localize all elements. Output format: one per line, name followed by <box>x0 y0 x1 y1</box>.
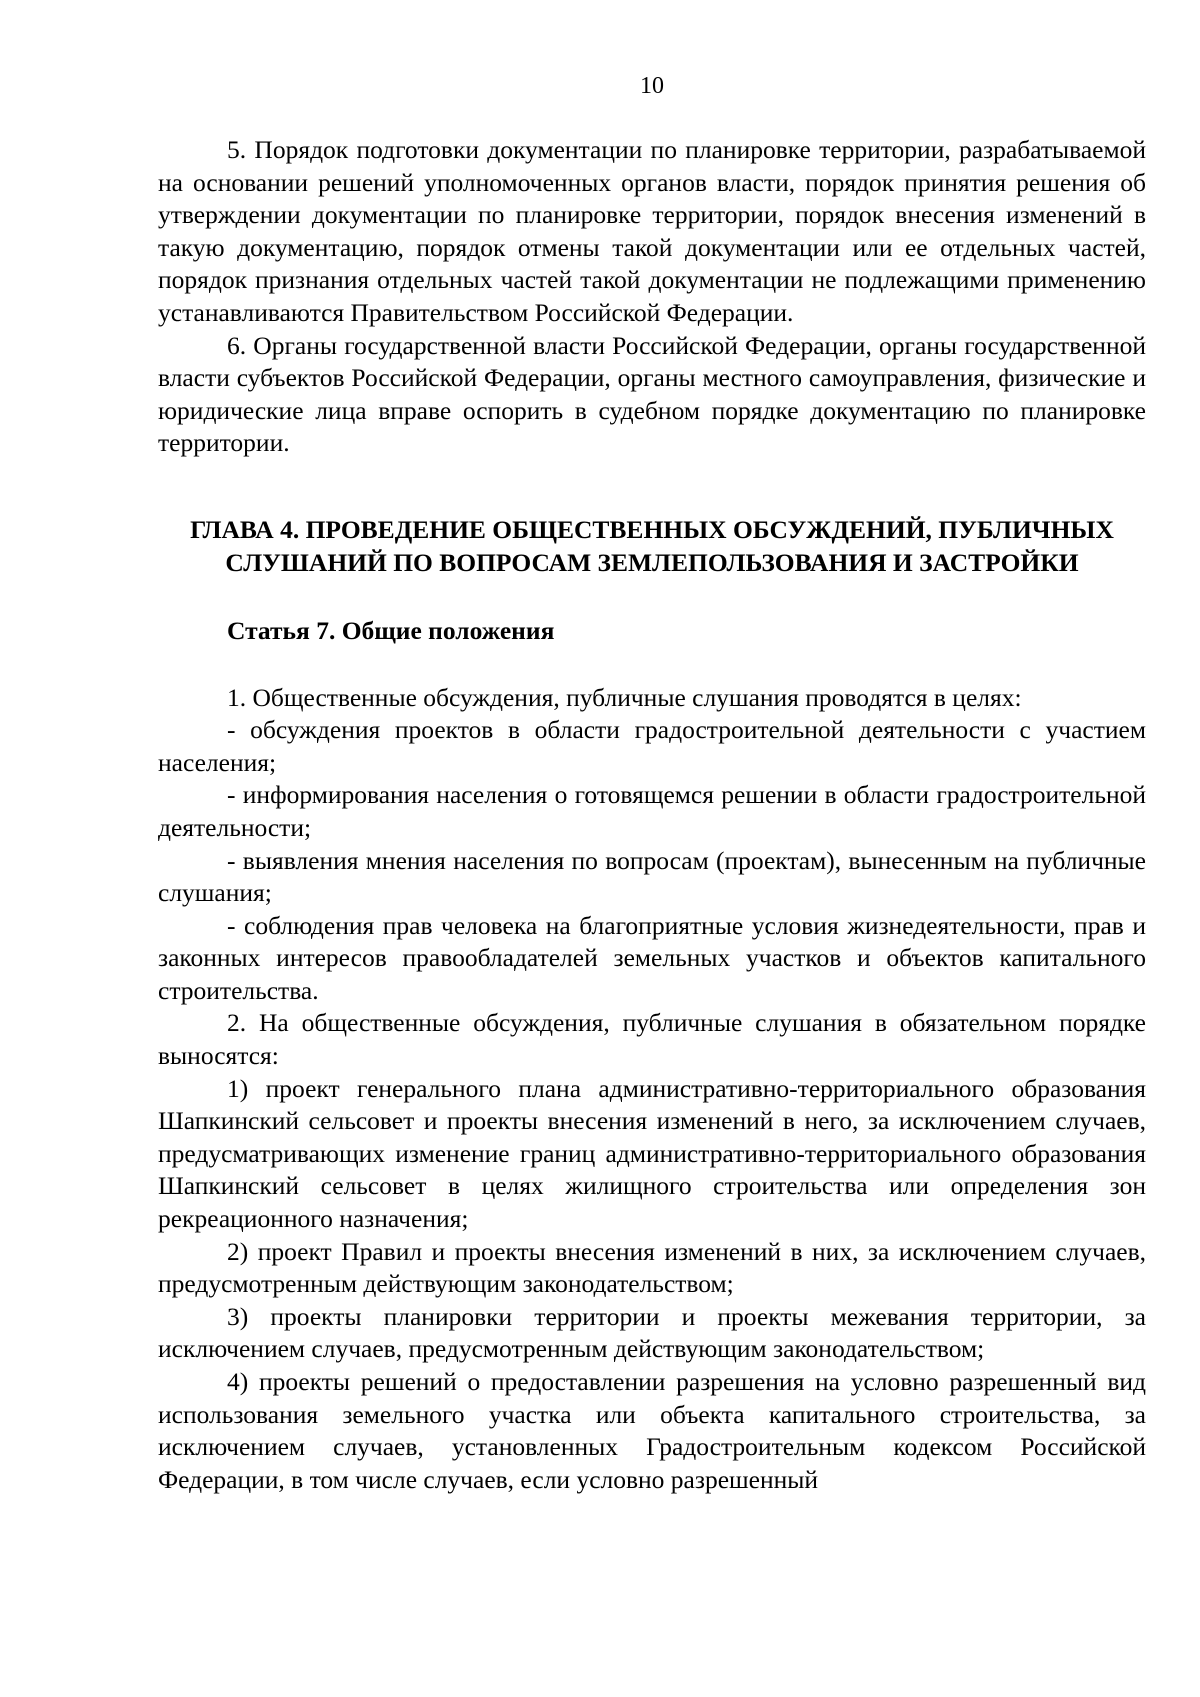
article-bullet-informing: - информирования населения о готовящемся решении в области градостроительной деятельности; <box>158 780 1146 842</box>
article-item-3-planning-projects: 3) проекты планировки территории и проекты межевания территории, за исключением случаев, предусмотренным действующим законодательством; <box>158 1301 1146 1364</box>
document-body <box>158 134 1146 1496</box>
article-paragraph-1: 1. Общественные обсуждения, публичные слушания проводятся в целях: <box>227 682 1022 712</box>
chapter-heading: ГЛАВА 4. ПРОВЕДЕНИЕ ОБЩЕСТВЕННЫХ ОБСУЖДЕНИЙ, ПУБЛИЧНЫХ СЛУШАНИЙ ПО ВОПРОСАМ ЗЕМЛЕПОЛЬЗОВАНИЯ И ЗАСТРОЙКИ <box>190 514 1114 577</box>
article-heading: Статья 7. Общие положения <box>227 615 555 645</box>
page-number: 10 <box>640 73 664 99</box>
article-item-4-permits: 4) проекты решений о предоставлении разрешения на условно разрешенный вид использования земельного участка или объекта капитального строительства, за исключением случаев, установленных Градостроительным кодексом Российской Федерации, в том числе случаев, если условно разрешенный <box>158 1367 1146 1494</box>
article-item-2-rules: 2) проект Правил и проекты внесения изменений в них, за исключением случаев, предусмотренным действующим законодательством; <box>158 1236 1146 1299</box>
paragraph-6-contest-docs: 6. Органы государственной власти Российской Федерации, органы государственной власти субъектов Российской Федерации, органы местного самоуправления, физические и юридические лица вправе оспорить в судебном порядке документацию по планировке территории. <box>158 330 1146 458</box>
article-item-1-general-plan: 1) проект генерального плана административно-территориального образования Шапкинский сельсовет и проекты внесения изменений в него, за исключением случаев, предусматривающих изменение границ административно-территориального образования Шапкинский сельсовет в целях жилищного строительства или определения зон рекреационного назначения; <box>158 1073 1146 1234</box>
article-bullet-rights: - соблюдения прав человека на благоприятные условия жизнедеятельности, прав и законных интересов правообладателей земельных участков и объектов капитального строительства. <box>158 910 1146 1005</box>
article-bullet-opinion: - выявления мнения населения по вопросам (проектам), вынесенным на публичные слушания; <box>158 845 1146 908</box>
paragraph-5-planning-docs: 5. Порядок подготовки документации по планировке территории, разрабатываемой на основании решений уполномоченных органов власти, порядок принятия решения об утверждении документации по планировке территории, порядок внесения изменений в такую документацию, порядок отмены такой документации или ее отдельных частей, порядок признания отдельных частей такой документации не подлежащими применению устанавливаются Правительством Российской Федерации. <box>158 135 1146 327</box>
article-bullet-discussion: - обсуждения проектов в области градостроительной деятельности с участием населения; <box>158 715 1146 777</box>
article-paragraph-2: 2. На общественные обсуждения, публичные слушания в обязательном порядке выносятся: <box>158 1008 1146 1071</box>
